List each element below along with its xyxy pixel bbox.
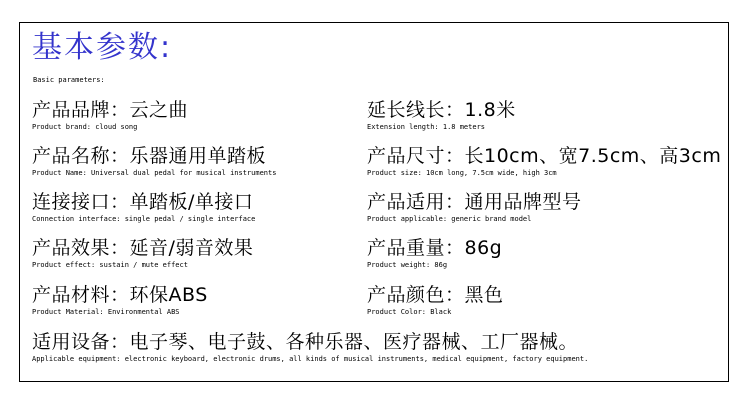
param-name bbox=[32, 144, 276, 178]
param-applicable-en: Product applicable: generic brand model bbox=[367, 215, 532, 223]
param-interface bbox=[32, 190, 255, 224]
param-size-zh: 产品尺寸：长10cm、宽7.5cm、高3cm bbox=[367, 145, 722, 167]
param-equipment-en: Applicable equipment: electronic keyboard, electronic drums, all kinds of musical instruments, medical equipment, factory equipment. bbox=[32, 355, 589, 363]
param-brand-zh: 产品品牌：云之曲 bbox=[32, 99, 189, 121]
param-interface-en: Connection interface: single pedal / single interface bbox=[32, 215, 256, 223]
param-effect bbox=[32, 236, 253, 270]
param-extension-zh: 延长线长：1.8米 bbox=[367, 99, 516, 121]
param-material-zh: 产品材料：环保ABS bbox=[32, 284, 208, 306]
param-size-en: Product size: 10cm long, 7.5cm wide, high 3cm bbox=[367, 169, 557, 177]
param-extension-en: Extension length: 1.8 meters bbox=[367, 123, 486, 131]
param-name-zh: 产品名称：乐器通用单踏板 bbox=[32, 145, 267, 167]
param-color-zh: 产品颜色：黑色 bbox=[367, 284, 504, 306]
param-interface-zh: 连接接口：单踏板/单接口 bbox=[32, 191, 254, 213]
param-name-en: Product Name: Universal dual pedal for musical instruments bbox=[32, 169, 277, 177]
section-title: 基本参数: bbox=[32, 30, 173, 65]
param-weight bbox=[367, 236, 502, 270]
param-applicable bbox=[367, 190, 582, 224]
param-effect-en: Product effect: sustain / mute effect bbox=[32, 261, 188, 269]
param-color bbox=[367, 283, 504, 317]
param-size bbox=[367, 144, 721, 178]
param-brand-en: Product brand: cloud song bbox=[32, 123, 138, 131]
param-extension bbox=[367, 98, 516, 132]
param-material bbox=[32, 283, 208, 317]
param-brand bbox=[32, 98, 188, 132]
param-color-en: Product Color: Black bbox=[367, 308, 452, 316]
param-weight-en: Product weight: 86g bbox=[367, 261, 448, 269]
param-applicable-zh: 产品适用：通用品牌型号 bbox=[367, 191, 582, 213]
param-equipment-zh: 适用设备：电子琴、电子鼓、各种乐器、医疗器械、工厂器械。 bbox=[32, 331, 579, 353]
section-title-en: Basic parameters: bbox=[33, 76, 105, 84]
param-weight-zh: 产品重量：86g bbox=[367, 237, 503, 259]
param-equipment bbox=[32, 330, 588, 364]
param-effect-zh: 产品效果：延音/弱音效果 bbox=[32, 237, 254, 259]
param-material-en: Product Material: Environmental ABS bbox=[32, 308, 180, 316]
